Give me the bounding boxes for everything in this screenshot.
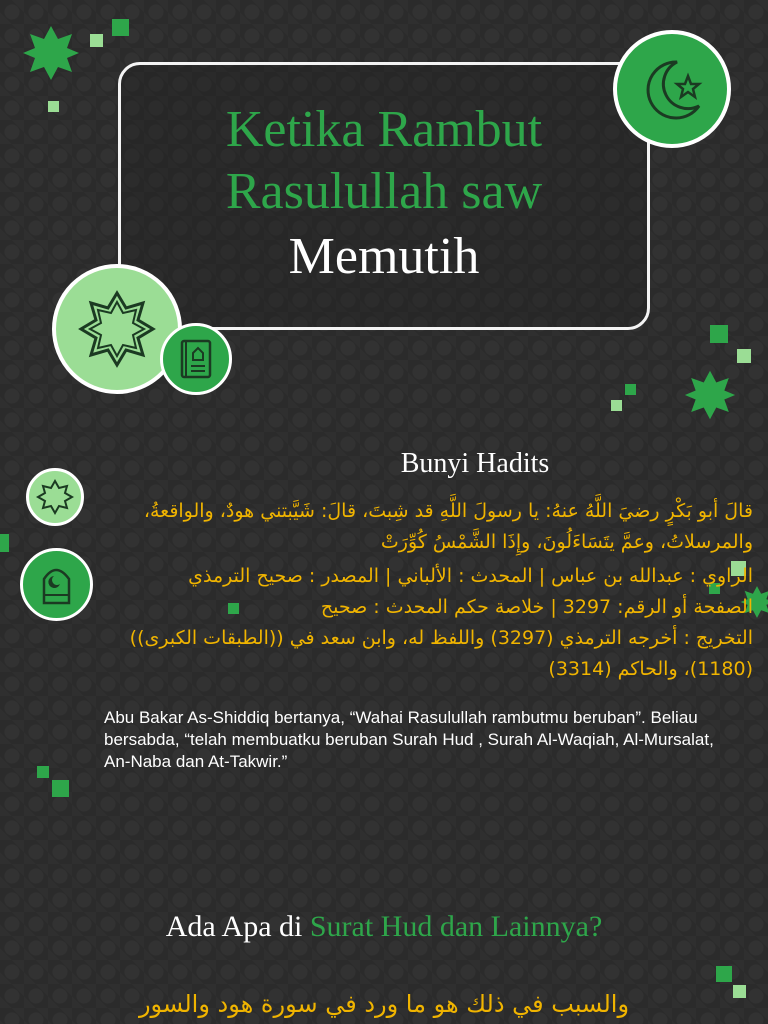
decorative-square [716,966,732,982]
decorative-square [52,780,69,797]
arabic-bottom-text: والسبب في ذلك هو ما ورد في سورة هود والسور [138,990,630,1018]
decorative-star-icon [22,24,80,82]
hadith-heading: Bunyi Hadits [400,448,550,479]
decorative-square [737,349,751,363]
quran-badge [160,323,232,395]
decorative-square [625,384,636,395]
octagram-icon [56,268,178,390]
section-heading-highlight: Surat Hud dan Lainnya? [309,910,603,943]
arabic-line-2: والمرسلاتُ، وعمَّ يتَسَاءَلُونَ، وإِذَا الشَّمْسُ كُوِّرَتْ [380,531,753,553]
title-line-3: Memutih [288,228,480,285]
arabic-line-4: الصفحة أو الرقم: 3297 | خلاصة حكم المحدث : صحيح [320,596,753,618]
crescent-badge [613,30,731,148]
section-heading-prefix: Ada Apa di [165,910,310,943]
decorative-star-icon [684,369,736,421]
arabic-line-6: (1180)، والحاكم (3314) [548,658,753,680]
quran-book-icon [163,326,229,392]
arabic-line-1: قالَ أبو بَكْرٍ رضيَ اللَّهُ عنهُ: يا رسولَ اللَّهِ قد شِبتَ، قالَ: شَيَّبتني هودٌ، والواقعةُ، [143,500,753,522]
title-line-1: Ketika Rambut [225,101,543,158]
decorative-square [90,34,103,47]
arabic-line-5: التخريج : أخرجه الترمذي (3297) واللفظ له، وابن سعد في ((الطبقات الكبرى)) [129,627,753,649]
decorative-square [611,400,622,411]
decorative-square [112,19,129,36]
hadith-translation: Abu Bakar As-Shiddiq bertanya, “Wahai Rasulullah rambutmu beruban”. Beliau bersabda, “telah membuatku beruban Surah Hud , Surah Al-Waqiah, Al-Mursalat, An-Naba dan At-Takwir.” [104,708,714,771]
decorative-square [0,534,9,552]
mosque-window-badge [20,548,93,621]
decorative-square [710,325,728,343]
crescent-star-icon [617,34,727,144]
section-heading [0,910,768,944]
arabic-line-3: الراوي : عبدالله بن عباس | المحدث : الألباني | المصدر : صحيح الترمذي [188,565,753,587]
decorative-square [733,985,746,998]
decorative-square [37,766,49,778]
title-line-2: Rasulullah saw [225,163,543,220]
mosque-window-icon [23,551,90,618]
